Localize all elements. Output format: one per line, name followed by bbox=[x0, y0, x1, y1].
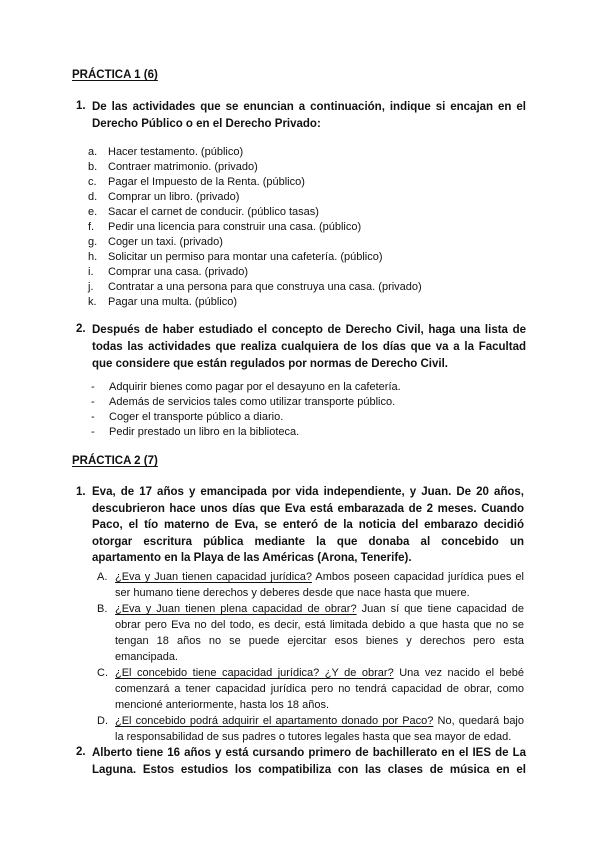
answer-text: No, quedará bajo la responsabilidad de sus padres o tutores legales hasta que sea mayor de edad. bbox=[115, 715, 524, 743]
list-item bbox=[91, 395, 395, 410]
answer-text: Ambos poseen capacidad jurídica pues el ser humano tiene derechos y deberes desde que nace hasta que muere. bbox=[115, 571, 524, 599]
list-item-text: Pagar el Impuesto de la Renta. (público) bbox=[108, 176, 305, 188]
answer-marker: C. bbox=[97, 667, 108, 679]
list-item bbox=[88, 265, 248, 280]
practica2-q2-number: 2. bbox=[76, 746, 86, 758]
list-item-text: Hacer testamento. (público) bbox=[108, 146, 244, 158]
practica2-q1-answers bbox=[97, 569, 524, 745]
list-item bbox=[88, 175, 305, 190]
answer-question: ¿Eva y Juan tienen plena capacidad de obrar? bbox=[115, 603, 357, 615]
list-item bbox=[88, 145, 243, 160]
list-marker: a. bbox=[88, 146, 98, 158]
answer-text: Juan sí que tiene capacidad de obrar pero Eva no del todo, es decir, está limitada debido a que hasta que no se tengan 18 años no se puede ejercitar esos bienes y derechos pero esta emancipada. bbox=[115, 603, 524, 663]
list-item bbox=[88, 295, 237, 310]
list-item bbox=[88, 205, 319, 220]
answer-item bbox=[97, 569, 524, 601]
list-item-text: Comprar un libro. (privado) bbox=[108, 191, 240, 203]
list-item bbox=[88, 220, 361, 235]
list-item bbox=[88, 280, 422, 295]
list-item bbox=[91, 425, 299, 440]
answer-marker: B. bbox=[97, 603, 108, 615]
answer-question: ¿El concebido tiene capacidad jurídica? ¿Y de obrar? bbox=[115, 667, 394, 679]
list-item bbox=[88, 250, 383, 265]
list-marker: - bbox=[91, 381, 95, 393]
list-item-text: Pagar una multa. (público) bbox=[108, 296, 238, 308]
practica2-heading: PRÁCTICA 2 (7) bbox=[72, 455, 158, 467]
list-marker: j. bbox=[88, 281, 94, 293]
practica1-q1-number: 1. bbox=[76, 100, 86, 112]
answer-question: ¿El concebido podrá adquirir el apartamento donado por Paco? bbox=[115, 715, 434, 727]
list-marker: k. bbox=[88, 296, 97, 308]
list-item-text: Pedir prestado un libro en la biblioteca. bbox=[109, 426, 300, 438]
answer-text: Una vez nacido el bebé comenzará a tener capacidad jurídica pero no tendrá capacidad de obrar, como mencioné anteriormente, hasta los 18 años. bbox=[115, 667, 524, 711]
list-marker: e. bbox=[88, 206, 98, 218]
list-item-text: Adquirir bienes como pagar por el desayuno en la cafetería. bbox=[109, 381, 401, 393]
list-item bbox=[88, 190, 239, 205]
practica2-q1-text: Eva, de 17 años y emancipada por vida independiente, y Juan. De 20 años, descubrieron hace unos días que Eva está embarazada de 2 meses. Cuando Paco, el tío materno de Eva, se enteró de la noticia del embarazo decidió otorgar escritura pública mediante la que donaba al concebido un apartamento en la Playa de las Américas (Arona, Tenerife). bbox=[92, 486, 524, 564]
practica1-heading: PRÁCTICA 1 (6) bbox=[72, 69, 158, 81]
practica1-q2-number: 2. bbox=[76, 323, 86, 335]
list-marker: h. bbox=[88, 251, 98, 263]
list-item-text: Coger el transporte público a diario. bbox=[109, 411, 284, 423]
answer-item bbox=[97, 601, 524, 665]
list-item-text: Además de servicios tales como utilizar transporte público. bbox=[109, 396, 396, 408]
list-marker: g. bbox=[88, 236, 98, 248]
list-marker: - bbox=[91, 396, 95, 408]
list-item-text: Pedir una licencia para construir una casa. (público) bbox=[108, 221, 362, 233]
list-marker: d. bbox=[88, 191, 98, 203]
list-marker: - bbox=[91, 426, 95, 438]
list-item bbox=[91, 380, 401, 395]
list-item bbox=[88, 160, 258, 175]
list-marker: b. bbox=[88, 161, 98, 173]
list-item-text: Sacar el carnet de conducir. (público tasas) bbox=[108, 206, 319, 218]
list-item-text: Comprar una casa. (privado) bbox=[108, 266, 249, 278]
list-marker: f. bbox=[88, 221, 95, 233]
list-marker: i. bbox=[88, 266, 94, 278]
list-marker: - bbox=[91, 411, 95, 423]
list-item bbox=[88, 235, 223, 250]
practica1-q2-text: Después de haber estudiado el concepto de Derecho Civil, haga una lista de todas las actividades que realiza cualquiera de los días que va a la Facultad que considere que están regulados por normas de Derecho Civil. bbox=[92, 324, 526, 370]
answer-marker: D. bbox=[97, 715, 108, 727]
answer-marker: A. bbox=[97, 571, 108, 583]
list-marker: c. bbox=[88, 176, 97, 188]
list-item bbox=[91, 410, 283, 425]
practica2-q1-number: 1. bbox=[76, 486, 86, 498]
answer-item bbox=[97, 713, 524, 745]
list-item-text: Contraer matrimonio. (privado) bbox=[108, 161, 258, 173]
practica2-q2-text: Alberto tiene 16 años y está cursando primero de bachillerato en el IES de La Laguna. Estos estudios los compatibiliza con las clases de música en el bbox=[92, 747, 526, 776]
practica1-q1-text: De las actividades que se enuncian a continuación, indique si encajan en el Derecho Público o en el Derecho Privado: bbox=[92, 101, 526, 130]
list-item-text: Solicitar un permiso para montar una cafetería. (público) bbox=[108, 251, 383, 263]
answer-item bbox=[97, 665, 524, 713]
answer-question: ¿Eva y Juan tienen capacidad jurídica? bbox=[115, 571, 312, 583]
list-item-text: Coger un taxi. (privado) bbox=[108, 236, 223, 248]
list-item-text: Contratar a una persona para que construya una casa. (privado) bbox=[108, 281, 422, 293]
